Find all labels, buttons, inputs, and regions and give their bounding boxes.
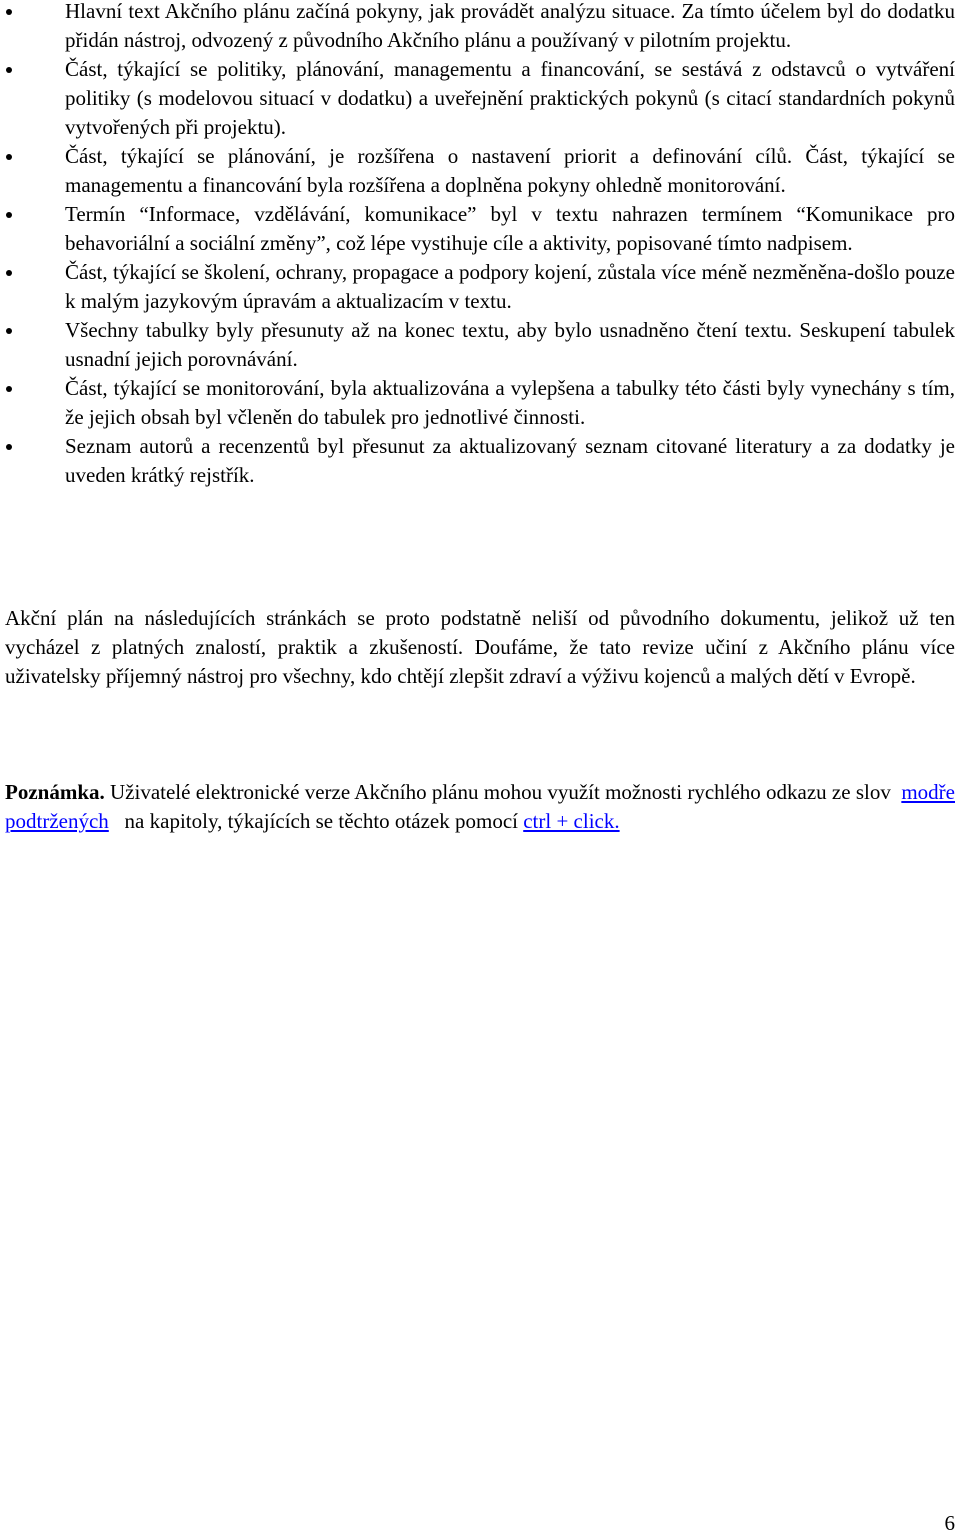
list-item-text: Hlavní text Akčního plánu začíná pokyny, jak provádět analýzu situace. Za tímto účelem byl do dodatku přidán nástroj, odvozený z původního Akčního plánu a používaný v pilotním projektu. — [65, 0, 955, 52]
ctrl-click-link[interactable]: ctrl + click. — [523, 809, 620, 833]
note-text-continued: na kapitoly, týkajících se těchto otázek pomocí — [124, 809, 518, 833]
page-number: 6 — [944, 1511, 955, 1535]
bullet-icon — [6, 444, 12, 450]
list-item — [0, 258, 960, 316]
bullet-icon — [6, 270, 12, 276]
note-text: Uživatelé elektronické verze Akčního plánu mohou využít možnosti rychlého odkazu ze slov — [110, 780, 891, 804]
list-item — [0, 432, 960, 490]
list-item — [0, 0, 960, 55]
list-item-text: Termín “Informace, vzdělávání, komunikace” byl v textu nahrazen termínem “Komunikace pro behavoriální a sociální změny”, což lépe vystihuje cíle a aktivity, popisované tímto nadpisem. — [65, 202, 955, 255]
note-paragraph — [5, 778, 955, 836]
list-item-text: Všechny tabulky byly přesunuty až na konec textu, aby bylo usnadněno čtení textu. Seskupení tabulek usnadní jejich porovnávání. — [65, 318, 955, 371]
bullet-icon — [6, 154, 12, 160]
list-item — [0, 200, 960, 258]
list-item — [0, 374, 960, 432]
list-item-text: Část, týkající se školení, ochrany, propagace a podpory kojení, zůstala více méně nezměněna-došlo pouze k malým jazykovým úpravám a aktualizacím v textu. — [65, 260, 955, 313]
bullet-icon — [6, 386, 12, 392]
list-item-text: Seznam autorů a recenzentů byl přesunut za aktualizovaný seznam citované literatury a za dodatky je uveden krátký rejstřík. — [65, 434, 955, 487]
list-item-text: Část, týkající se monitorování, byla aktualizována a vylepšena a tabulky této části byly vynechány s tím, že jejich obsah byl včleněn do tabulek pro jednotlivé činnosti. — [65, 376, 955, 429]
list-item — [0, 142, 960, 200]
list-item — [0, 55, 960, 142]
list-item-text: Část, týkající se politiky, plánování, managementu a financování, se sestává z odstavců o vytváření politiky (s modelovou situací v dodatku) a uveřejnění praktických pokynů (s citací standardních pokynů vytvořených při projektu). — [65, 57, 955, 139]
bullet-icon — [6, 328, 12, 334]
bullet-icon — [6, 212, 12, 218]
bullet-icon — [6, 9, 12, 15]
list-item-text: Část, týkající se plánování, je rozšířena o nastavení priorit a definování cílů. Část, týkající se managementu a financování byla rozšířena a doplněna pokyny ohledně monitorování. — [65, 144, 955, 197]
note-label: Poznámka. — [5, 780, 105, 804]
revision-changes-list — [0, 0, 960, 490]
closing-paragraph: Akční plán na následujících stránkách se proto podstatně neliší od původního dokumentu, jelikož už ten vycházel z platných znalostí, praktik a zkušeností. Doufáme, že tato revize učiní z Akčního plánu více uživatelsky příjemný nástroj pro všechny, kdo chtějí zlepšit zdraví a výživu kojenců a malých dětí v Evropě. — [5, 606, 955, 688]
blue-underlined-link[interactable]: modře podtržených — [5, 780, 955, 833]
list-item — [0, 316, 960, 374]
bullet-icon — [6, 67, 12, 73]
